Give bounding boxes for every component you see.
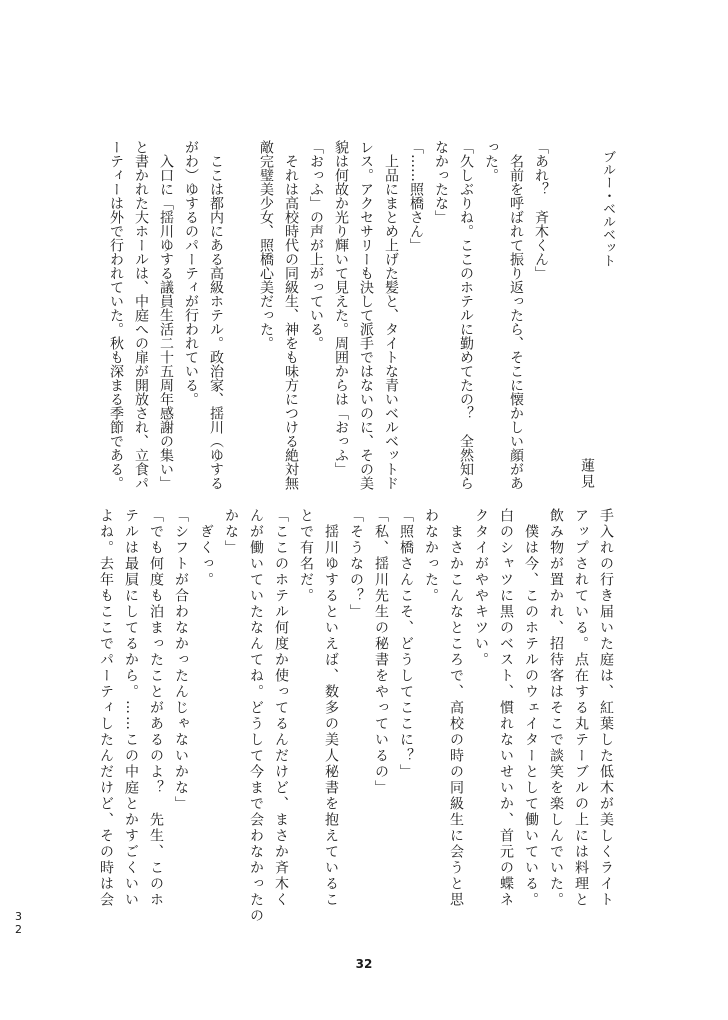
text-line: 「そうなの？」 xyxy=(348,508,364,620)
text-line: 「……照橋さん」 xyxy=(408,140,424,252)
text-line: 飲み物が置かれ、招待客はそこで談笑を楽しんでいた。 xyxy=(548,508,564,908)
text-line: 揺川ゆするといえば、数多の美人秘書を抱えているこ xyxy=(323,508,339,908)
text-line: 貌は何故か光り輝いて見えた。周囲からは「おっふ」 xyxy=(333,140,349,476)
text-line: 名前を呼ばれて振り返ったら、そこに懐かしい顔があ xyxy=(508,140,524,490)
text-line: わなかった。 xyxy=(423,508,439,604)
text-line: 「ここのホテル何度か使ってるんだけど、まさか斉木く xyxy=(273,508,289,908)
text-line: 「おっふ」の声が上がっている。 xyxy=(308,140,324,350)
text-line: 敵完璧美少女、照橋心美だった。 xyxy=(258,140,274,350)
text-line: テルは最屓にしてるから。……この中庭とかすごくいい xyxy=(123,508,139,908)
text-line: 入口に「揺川ゆする議員生活二十五周年感謝の集い」 xyxy=(158,140,174,490)
text-line: 「シフトが合わなかったんじゃないかな」 xyxy=(173,508,189,812)
text-line: 僕は今、このホテルのウェイターとして働いている。 xyxy=(523,508,539,908)
story-title: ブルー・ベルベット xyxy=(600,150,615,267)
author-name: 蓮見 xyxy=(579,458,595,490)
text-line: 「私、揺川先生の秘書をやっているの」 xyxy=(373,508,389,796)
lower-text-block xyxy=(92,508,618,933)
text-line: 上品にまとめ上げた髪と、タイトな青いベルベットド xyxy=(383,140,399,490)
text-line: がわ）ゆするのパーティが行われている。 xyxy=(183,140,199,406)
text-line: アップされている。点在する丸テーブルの上には料理と xyxy=(573,508,589,908)
text-line: かな」 xyxy=(223,508,239,556)
text-line: 「照橋さんこそ、どうしてここに？」 xyxy=(398,508,414,780)
text-line: 手入れの行き届いた庭は、紅葉した低木が美しくライト xyxy=(598,508,614,908)
upper-text-block xyxy=(102,140,553,502)
text-line: なかったな」 xyxy=(433,140,449,224)
text-line: まさかこんなところで、高校の時の同級生に会うと思 xyxy=(448,508,464,908)
margin-page-number: 32 xyxy=(12,910,25,936)
text-line: 白のシャツに黒のベスト、慣れないせいか、首元の蝶ネ xyxy=(498,508,514,908)
text-line: それは高校時代の同級生、神をも味方につける絶対無 xyxy=(283,140,299,490)
text-line: クタイがややキツい。 xyxy=(473,508,489,668)
text-line: んが働いていたなんてね。どうして今まで会わなかったの xyxy=(248,508,264,924)
text-line: とで有名だ。 xyxy=(298,508,314,604)
text-line: ぎくっ。 xyxy=(198,508,214,588)
text-line: 「あれ？ 斉木くん」 xyxy=(533,140,549,280)
text-line: ここは都内にある高級ホテル。政治家、揺川（ゆする xyxy=(208,140,224,490)
text-line: レス。アクセサリーも決して派手ではないのに、その美 xyxy=(358,140,374,490)
page-number: 32 xyxy=(355,957,373,971)
text-line: ーティーは外で行われていた。秋も深まる季節である。 xyxy=(108,140,124,490)
text-line: と書かれた大ホールは、中庭への扉が開放され、立食パ xyxy=(133,140,149,490)
text-line: よね。去年もここでパーティしたんだけど、その時は会 xyxy=(98,508,114,908)
text-line: った。 xyxy=(483,140,499,182)
text-line: 「久しぶりね。ここのホテルに勤めてたの？ 全然知ら xyxy=(458,140,474,490)
blank-line xyxy=(228,140,253,502)
text-line: 「でも何度も泊まったことがあるのよ？ 先生、このホ xyxy=(148,508,164,908)
